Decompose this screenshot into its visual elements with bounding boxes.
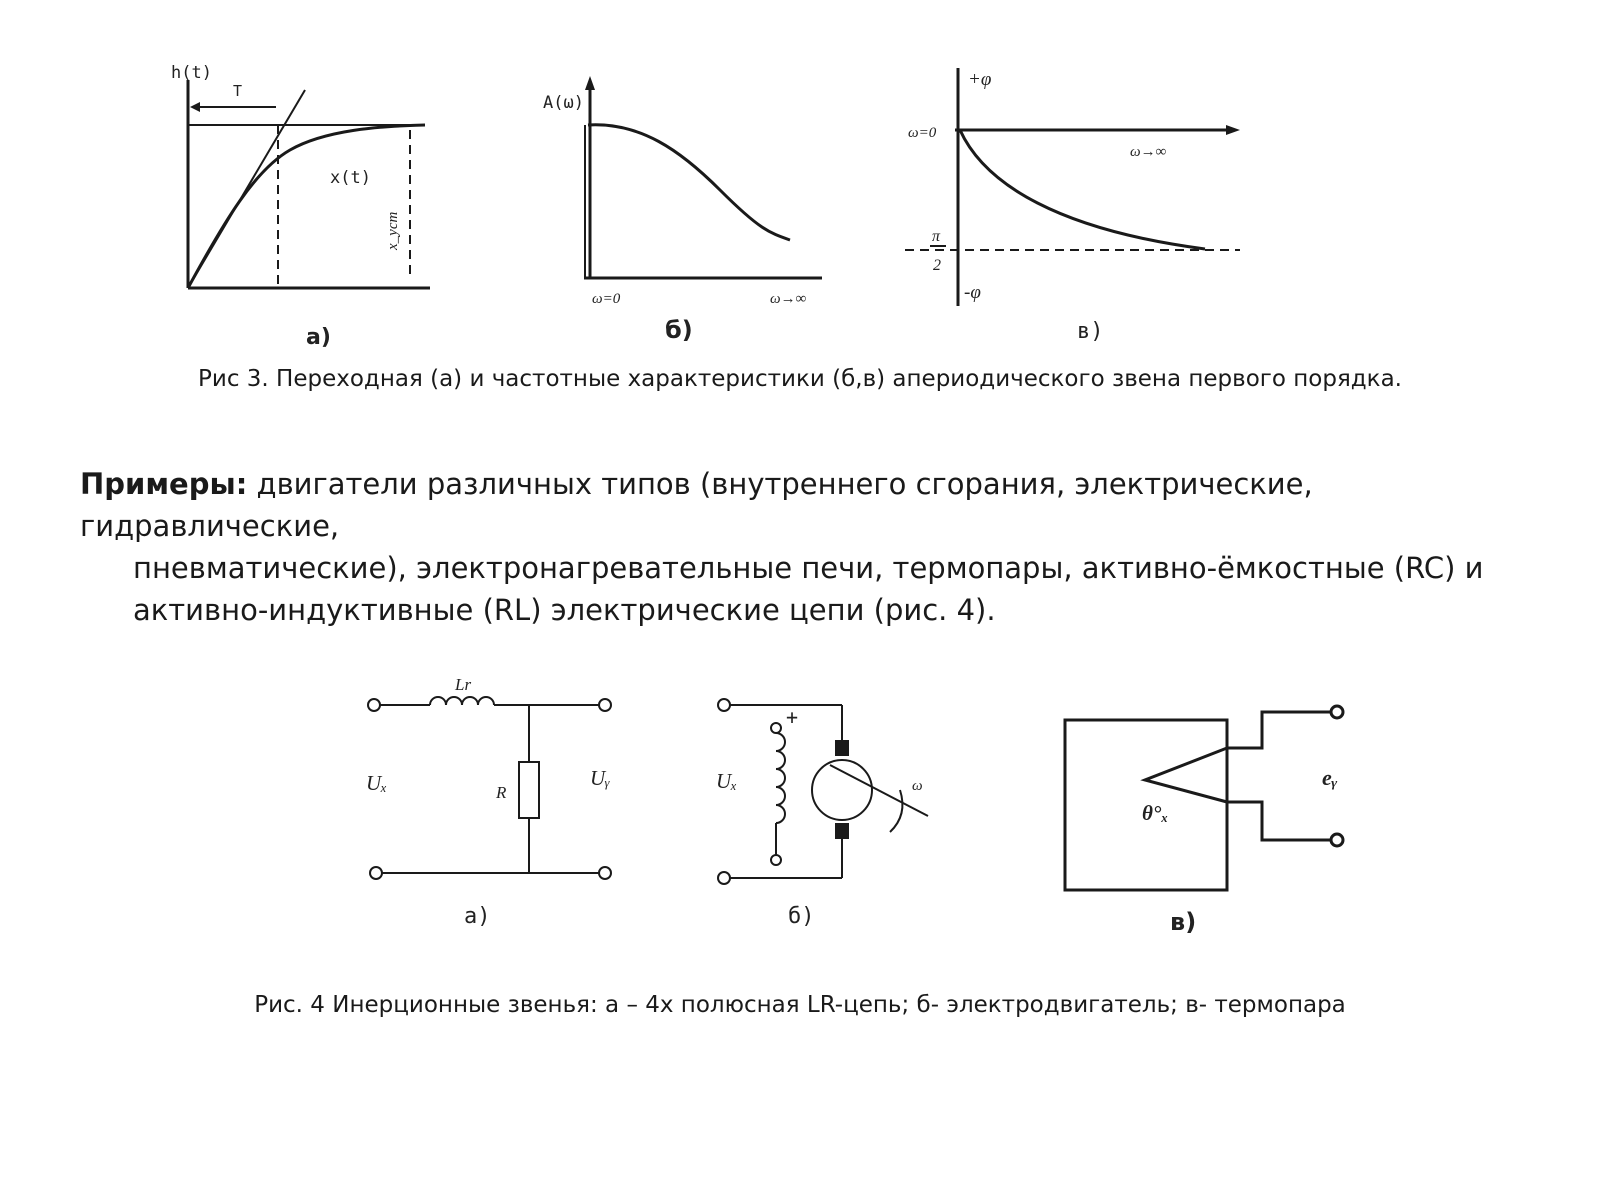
examples-paragraph <box>80 463 1580 631</box>
circuit-a-inductor-label: Lr <box>455 675 472 694</box>
examples-heading: Примеры: <box>80 467 248 501</box>
circuit-a-output-label: Uᵧ <box>590 766 611 790</box>
circuit-b-input-label: Uₓ <box>716 769 738 793</box>
graph-c-asym-den: 2 <box>933 257 941 274</box>
graph-b-x-end-label: ω→∞ <box>770 291 807 307</box>
circuit-b-terminal-top <box>718 699 730 711</box>
graph-c-y-top-label: +φ <box>968 69 992 90</box>
circuit-a-lr <box>366 675 611 929</box>
graph-b-sublabel: б) <box>665 316 693 344</box>
graph-c-phase <box>905 68 1240 344</box>
circuit-b-sublabel: б) <box>788 904 815 929</box>
graph-c-x-arrowhead <box>1226 125 1240 135</box>
graph-c-curve <box>960 130 1205 249</box>
circuit-a-terminal-out-top <box>599 699 611 711</box>
circuit-b-brush-top <box>835 740 849 756</box>
circuit-a-terminal-in-top <box>368 699 380 711</box>
graph-b-curve <box>588 125 790 240</box>
circuit-a-inductor <box>430 697 494 705</box>
graph-b-x-start-label: ω=0 <box>592 291 621 307</box>
graph-c-origin-label: ω=0 <box>908 125 937 141</box>
circuit-b-motor <box>716 699 928 929</box>
graph-c-end-label: ω→∞ <box>1130 144 1167 160</box>
graph-b-amplitude <box>543 76 822 344</box>
examples-line-1 <box>80 463 1580 547</box>
examples-text-1: двигатели различных типов (внутреннего сгорания, электрические, гидравлические, <box>80 467 1313 543</box>
graph-a-y-label: h(t) <box>171 63 212 83</box>
circuit-c-wire <box>1227 802 1332 840</box>
circuit-b-field-winding <box>776 733 785 823</box>
graph-b-y-label: A(ω) <box>543 93 584 113</box>
graph-c-y-bottom-label: -φ <box>964 282 981 303</box>
circuit-a-terminal-out-bottom <box>599 867 611 879</box>
figure-4-caption: Рис. 4 Инерционные звенья: а – 4х полюсная LR-цепь; б- электродвигатель; в- термопара <box>254 992 1346 1018</box>
circuit-b-brush-bottom <box>835 823 849 839</box>
graph-a-tangent <box>188 90 305 288</box>
circuit-c-terminal-bottom <box>1331 834 1343 846</box>
graph-c-sublabel: в) <box>1077 319 1104 344</box>
circuit-a-terminal-in-bottom <box>370 867 382 879</box>
circuit-c-thermocouple <box>1065 706 1343 936</box>
graph-a-steady-label: x_уст <box>385 211 401 250</box>
graph-a-t-label: T <box>233 82 243 100</box>
circuit-b-field-terminal-bottom <box>771 855 781 865</box>
circuit-b-motor-icon <box>812 760 872 820</box>
circuit-c-temp-label: θ°ₓ <box>1142 801 1169 825</box>
circuit-a-input-label: Uₓ <box>366 771 388 795</box>
graph-a-transient <box>171 63 430 350</box>
circuit-a-sublabel: а) <box>464 904 491 929</box>
circuit-b-terminal-bottom <box>718 872 730 884</box>
examples-line-3: активно-индуктивные (RL) электрические цепи (рис. 4). <box>133 593 996 627</box>
figure-4-circuits <box>0 640 1600 960</box>
circuit-c-sublabel: в) <box>1170 908 1197 936</box>
circuit-c-thermocouple-junction <box>1145 748 1227 802</box>
graph-c-asym-num: π <box>932 228 941 245</box>
figure-3-graphs <box>0 0 1600 360</box>
circuit-a-resistor-label: R <box>496 783 507 802</box>
circuit-c-terminal-top <box>1331 706 1343 718</box>
examples-line-2: пневматические), электронагревательные печи, термопары, активно-ёмкостные (RC) и <box>133 551 1484 585</box>
circuit-c-emf-label: eᵧ <box>1322 765 1338 790</box>
figure-3-caption: Рис 3. Переходная (а) и частотные характеристики (б,в) апериодического звена первого порядка. <box>198 366 1402 392</box>
graph-b-y-arrowhead <box>585 76 595 90</box>
graph-a-sublabel: а) <box>306 325 331 350</box>
circuit-b-plus-label: + <box>786 705 799 729</box>
graph-a-curve <box>188 125 425 288</box>
graph-a-curve-label: x(t) <box>330 168 371 188</box>
graph-a-t-arrowhead <box>190 102 200 112</box>
circuit-a-resistor <box>519 762 539 818</box>
circuit-b-field-terminal-top <box>771 723 781 733</box>
circuit-b-speed-label: ω <box>912 778 923 794</box>
circuit-c-wire <box>1227 712 1332 748</box>
